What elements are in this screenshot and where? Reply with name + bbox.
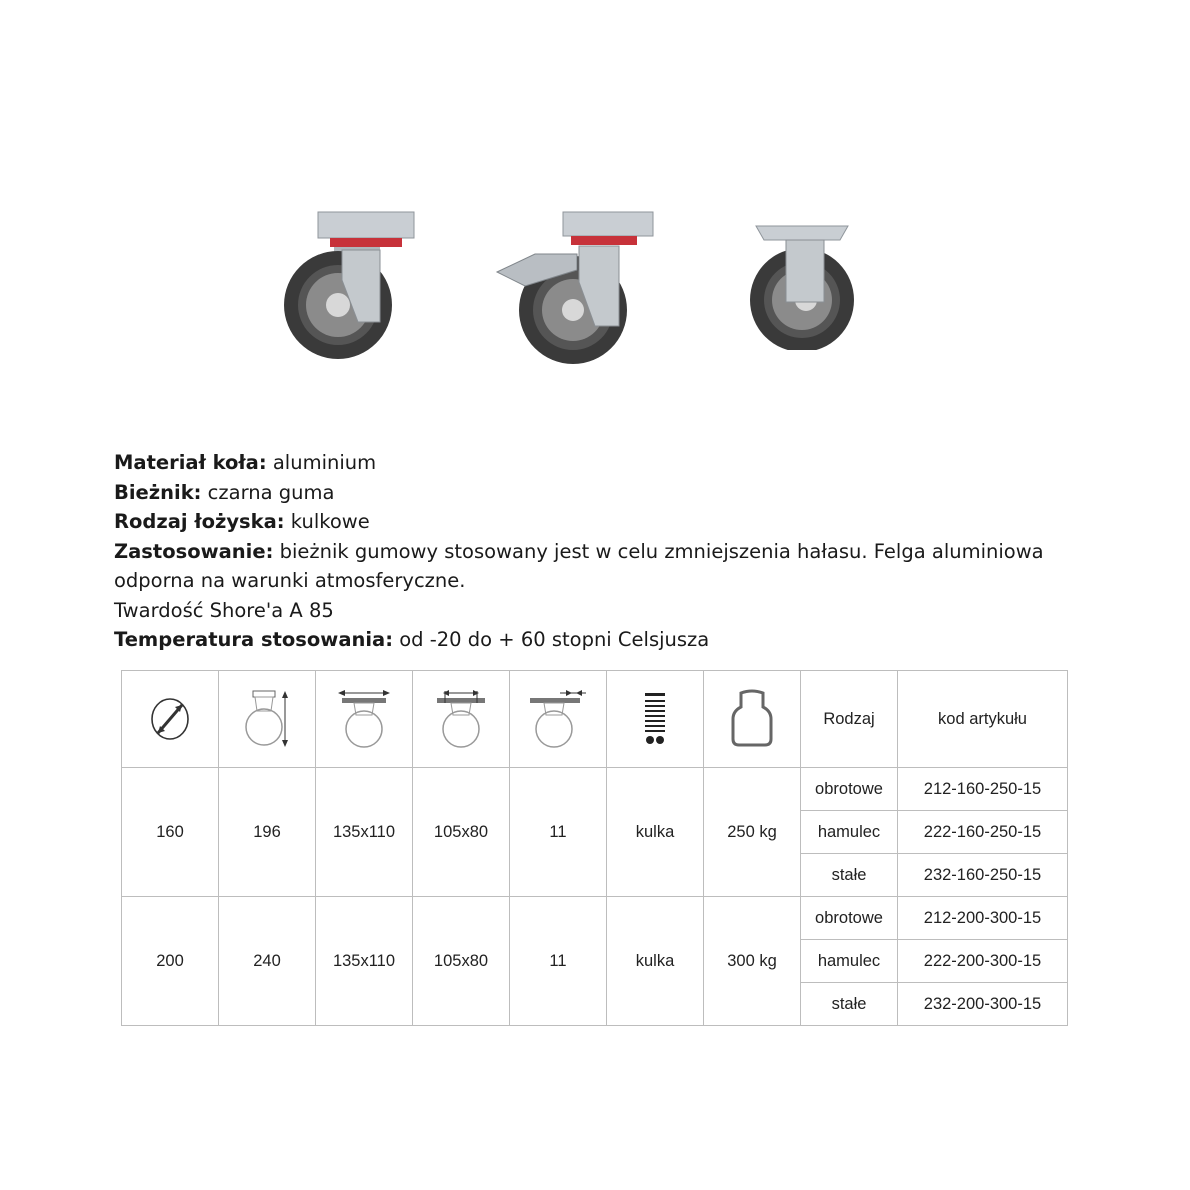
plate-size-icon	[336, 689, 392, 749]
fixed-caster-image	[742, 220, 862, 350]
cell-load: 250 kg	[704, 768, 801, 897]
spec-temperature-value: od -20 do + 60 stopni Celsjusza	[399, 628, 710, 651]
header-bearing	[607, 671, 704, 768]
table-header-row	[122, 671, 1068, 768]
cell-spacing: 105x80	[413, 897, 510, 1026]
cell-type: obrotowe	[801, 897, 898, 940]
spec-temperature	[114, 625, 1074, 655]
header-diameter	[122, 671, 219, 768]
bearing-type-icon	[642, 691, 668, 747]
wheel-diameter-icon	[148, 695, 192, 743]
cell-code: 222-160-250-15	[898, 811, 1068, 854]
spec-hardness: Twardość Shore'a A 85	[114, 598, 334, 622]
spec-bearing	[114, 507, 1074, 537]
table-row	[122, 897, 1068, 940]
cell-type: stałe	[801, 854, 898, 897]
cell-diameter: 160	[122, 768, 219, 897]
header-height	[219, 671, 316, 768]
cell-code: 222-200-300-15	[898, 940, 1068, 983]
header-bolt-hole	[510, 671, 607, 768]
bolt-spacing-icon	[433, 689, 489, 749]
spec-material-value: aluminium	[272, 451, 377, 474]
swivel-caster-image	[280, 210, 420, 360]
spec-temperature-label: Temperatura stosowania:	[114, 628, 394, 651]
header-code: kod artykułu	[898, 671, 1068, 768]
product-images	[0, 200, 1190, 380]
spec-usage-value: bieżnik gumowy stosowany jest w celu zmniejszenia hałasu. Felga aluminiowa	[279, 539, 1044, 563]
spec-material	[114, 448, 1074, 478]
cell-type: hamulec	[801, 811, 898, 854]
spec-bearing-value: kulkowe	[290, 510, 370, 533]
header-tread	[704, 671, 801, 768]
cell-code: 232-200-300-15	[898, 983, 1068, 1026]
header-bolt-spacing	[413, 671, 510, 768]
cell-height: 196	[219, 768, 316, 897]
bolt-hole-icon	[528, 689, 588, 749]
cell-bearing: kulka	[607, 897, 704, 1026]
cell-code: 212-200-300-15	[898, 897, 1068, 940]
product-specs	[114, 448, 1074, 655]
cell-plate: 135x110	[316, 897, 413, 1026]
cell-spacing: 105x80	[413, 768, 510, 897]
table-row	[122, 768, 1068, 811]
cell-hole: 11	[510, 897, 607, 1026]
cell-code: 232-160-250-15	[898, 854, 1068, 897]
spec-usage	[114, 537, 1074, 567]
cell-bearing: kulka	[607, 768, 704, 897]
cell-type: obrotowe	[801, 768, 898, 811]
cell-type: stałe	[801, 983, 898, 1026]
cell-plate: 135x110	[316, 768, 413, 897]
swivel-caster-brake-image	[495, 210, 665, 365]
total-height-icon	[241, 689, 293, 749]
spec-table	[121, 670, 1068, 1026]
header-plate-size	[316, 671, 413, 768]
cell-type: hamulec	[801, 940, 898, 983]
cell-load: 300 kg	[704, 897, 801, 1026]
spec-usage-label: Zastosowanie:	[114, 539, 274, 563]
cell-code: 212-160-250-15	[898, 768, 1068, 811]
spec-tread-label: Bieżnik:	[114, 480, 202, 504]
cell-height: 240	[219, 897, 316, 1026]
spec-tread-value: czarna guma	[207, 480, 335, 504]
spec-material-label: Materiał koła:	[114, 451, 267, 474]
header-type: Rodzaj	[801, 671, 898, 768]
spec-usage-continued: odporna na warunki atmosferyczne.	[114, 569, 466, 592]
spec-bearing-label: Rodzaj łożyska:	[114, 510, 285, 533]
cell-diameter: 200	[122, 897, 219, 1026]
spec-tread	[114, 478, 1074, 508]
tread-profile-icon	[727, 689, 777, 749]
cell-hole: 11	[510, 768, 607, 897]
